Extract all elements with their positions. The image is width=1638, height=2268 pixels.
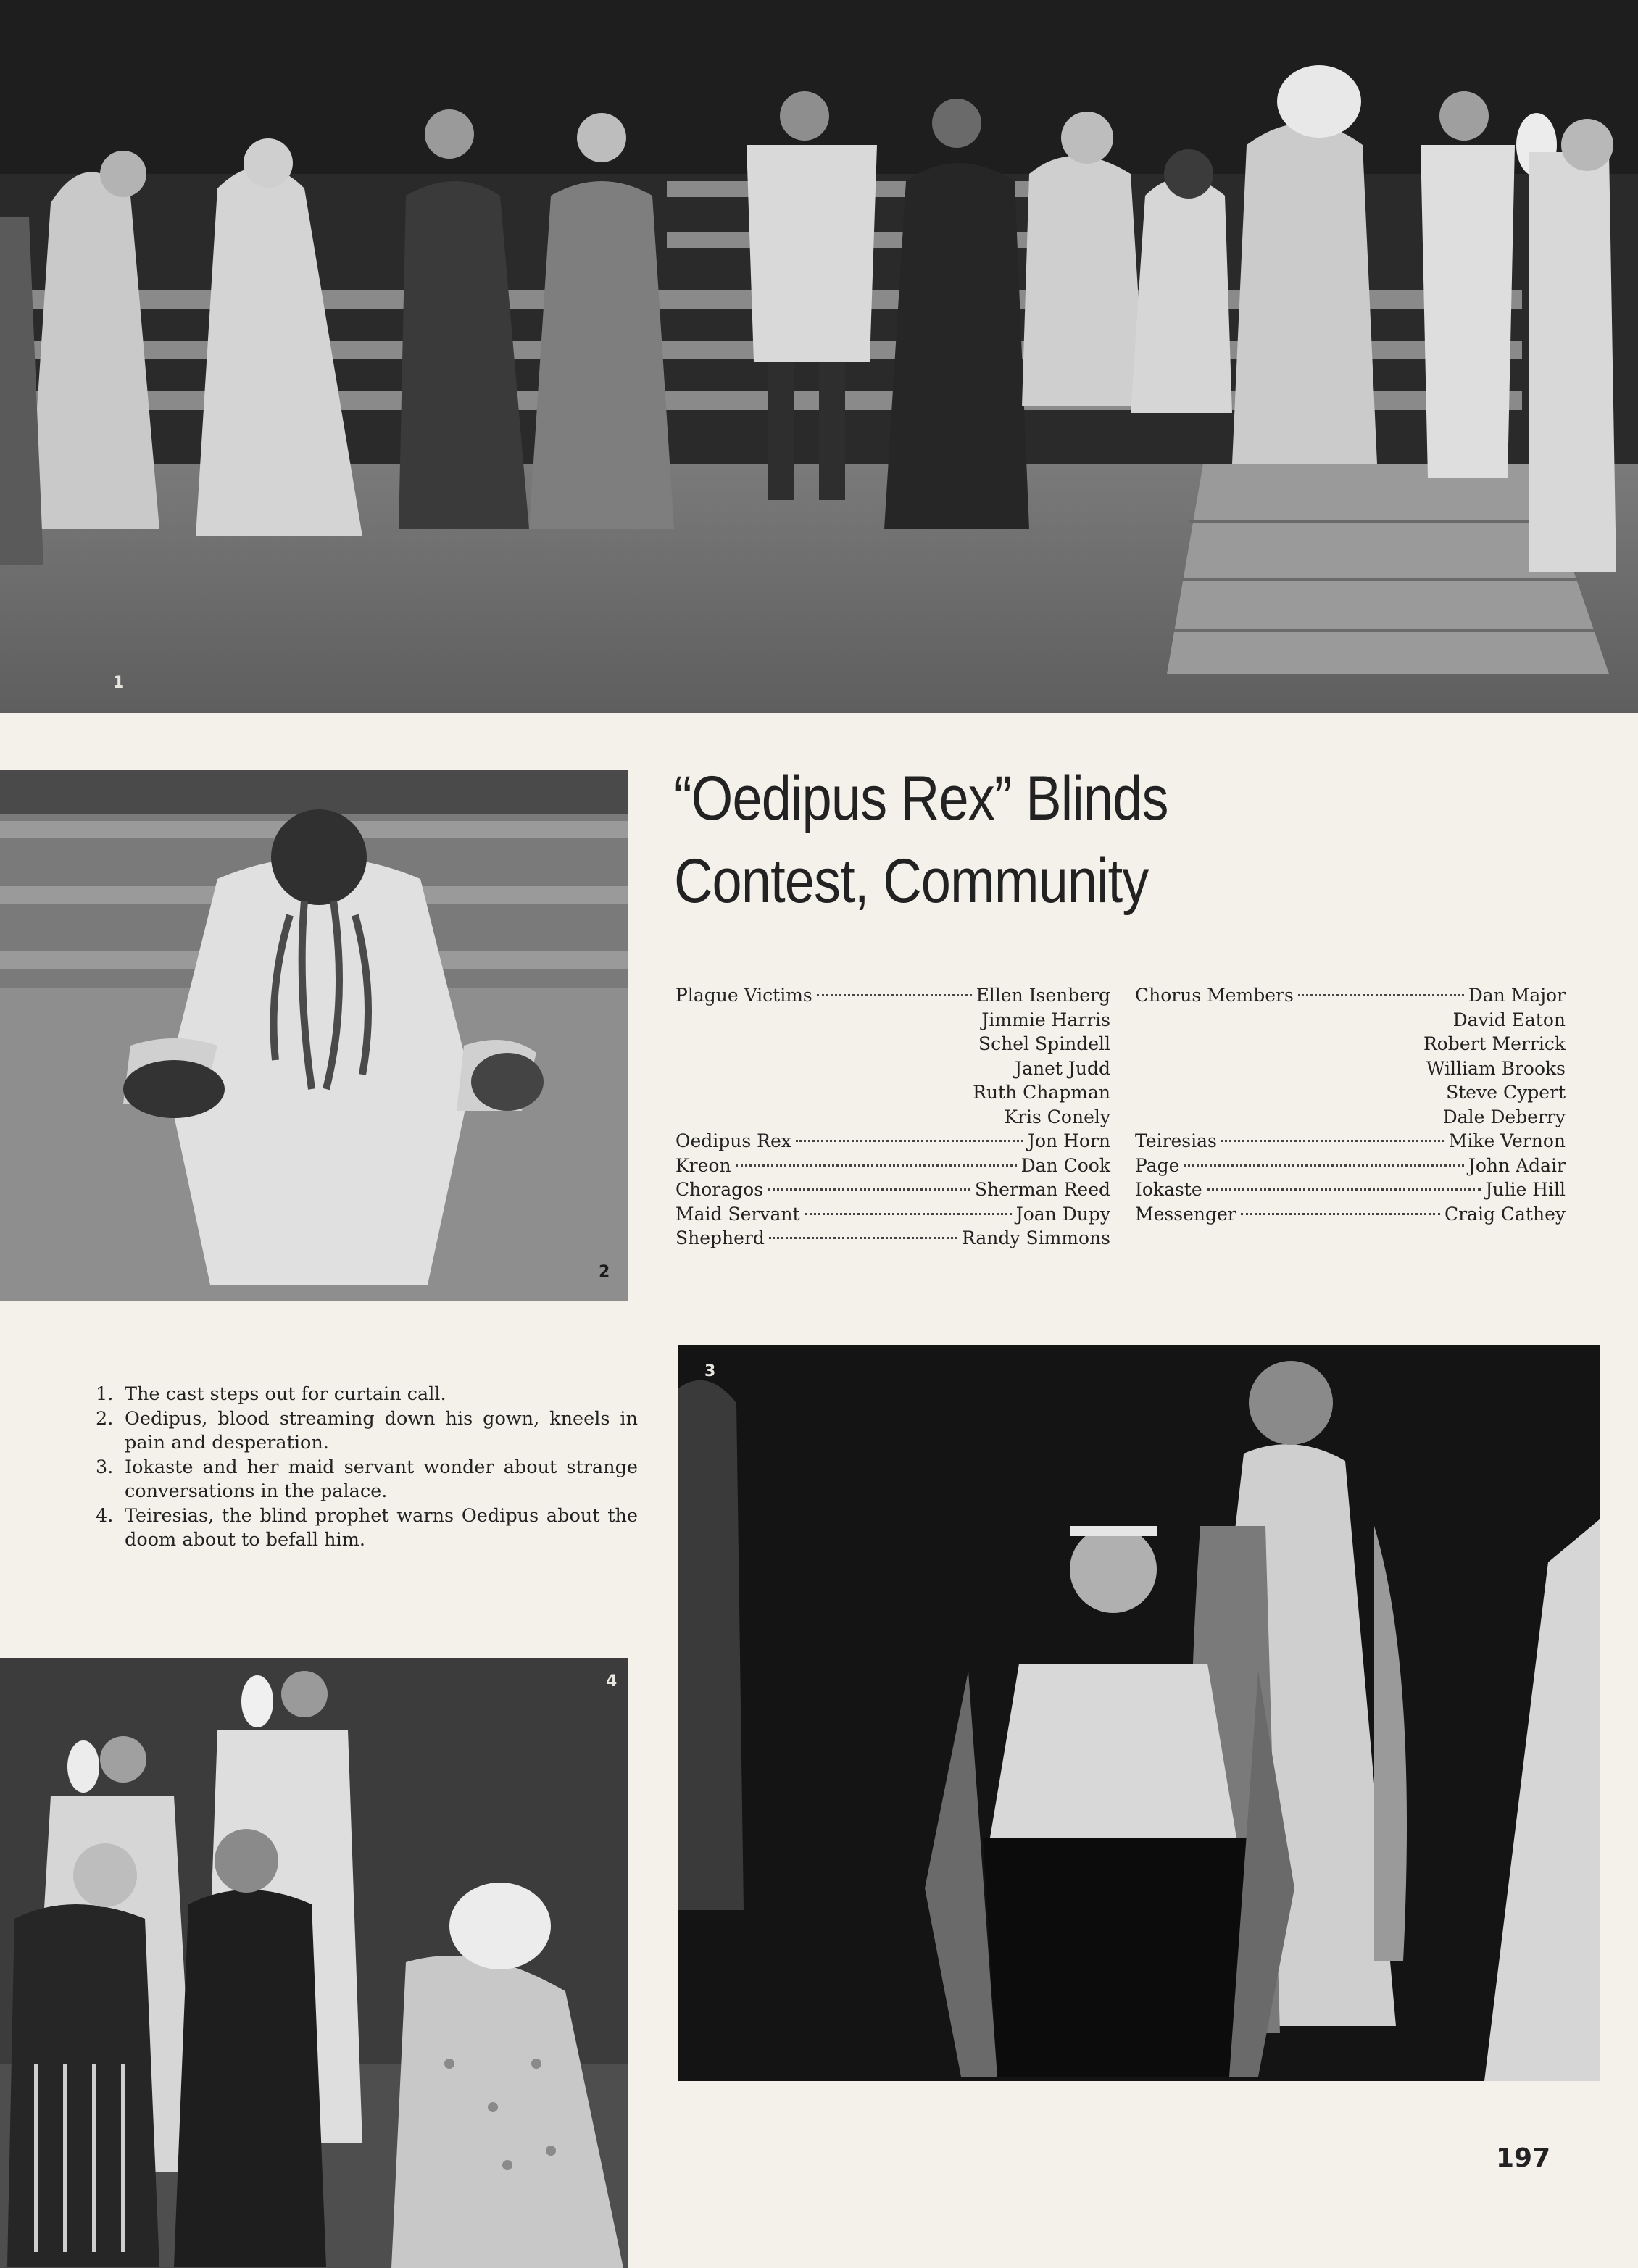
cast-row xyxy=(675,1032,1110,1056)
caption-item xyxy=(96,1407,638,1456)
photo-number-3: 3 xyxy=(704,1362,716,1380)
actor-name: Dan Major xyxy=(1468,985,1566,1006)
actor-name: Janet Judd xyxy=(1015,1057,1110,1079)
role-label: Messenger xyxy=(1135,1203,1236,1225)
actor-name: Ellen Isenberg xyxy=(976,985,1110,1006)
role-label: Oedipus Rex xyxy=(675,1130,791,1151)
cast-row xyxy=(675,1226,1110,1251)
cast-row xyxy=(1135,1154,1566,1178)
actor-name: Robert Merrick xyxy=(1423,1033,1566,1054)
curtain-call-image xyxy=(0,0,1638,713)
cast-row xyxy=(675,983,1110,1008)
caption-item xyxy=(96,1383,638,1407)
cast-row xyxy=(675,1056,1110,1081)
actor-name: David Eaton xyxy=(1452,1009,1566,1030)
actor-name: William Brooks xyxy=(1426,1057,1566,1079)
actor-name: Julie Hill xyxy=(1485,1179,1566,1200)
photo-captions xyxy=(96,1383,638,1553)
photo-iokaste-and-maid xyxy=(678,1345,1600,2081)
role-label: Shepherd xyxy=(675,1227,765,1248)
photo-curtain-call xyxy=(0,0,1638,713)
caption-item xyxy=(96,1504,638,1553)
role-label: Iokaste xyxy=(1135,1179,1202,1200)
caption-text: Teiresias, the blind prophet warns Oedipus about the doom about to befall him. xyxy=(125,1504,638,1551)
cast-row xyxy=(1135,1105,1566,1130)
page-number: 197 xyxy=(1496,2143,1551,2173)
caption-item xyxy=(96,1456,638,1504)
photo-number-2: 2 xyxy=(599,1263,610,1281)
cast-row xyxy=(1135,1080,1566,1105)
role-label: Maid Servant xyxy=(675,1203,800,1225)
teiresias-image xyxy=(0,1658,628,2268)
cast-row xyxy=(1135,1056,1566,1081)
cast-row xyxy=(675,1202,1110,1227)
actor-name: Craig Cathey xyxy=(1444,1203,1566,1225)
role-label: Teiresias xyxy=(1135,1130,1217,1151)
actor-name: Dale Deberry xyxy=(1442,1106,1566,1127)
role-label: Kreon xyxy=(675,1154,731,1176)
actor-name: Dan Cook xyxy=(1020,1154,1110,1176)
cast-row xyxy=(1135,1129,1566,1154)
actor-name: Kris Conely xyxy=(1004,1106,1110,1127)
cast-row xyxy=(675,1177,1110,1202)
photo-oedipus-kneeling xyxy=(0,770,628,1301)
actor-name: Mike Vernon xyxy=(1448,1130,1566,1151)
photo-number-1: 1 xyxy=(113,674,125,692)
actor-name: Joan Dupy xyxy=(1015,1203,1110,1225)
caption-text: The cast steps out for curtain call. xyxy=(125,1383,446,1405)
actor-name: Jon Horn xyxy=(1027,1130,1110,1151)
cast-row xyxy=(675,1154,1110,1178)
iokaste-image xyxy=(678,1345,1600,2081)
cast-row xyxy=(675,1105,1110,1130)
caption-number: 3. xyxy=(96,1456,114,1478)
cast-list-right xyxy=(1135,983,1566,1226)
photo-teiresias-warns-oedipus xyxy=(0,1658,628,2268)
cast-row xyxy=(1135,983,1566,1008)
photo-number-4: 4 xyxy=(606,1672,618,1690)
caption-number: 1. xyxy=(96,1383,114,1405)
cast-row xyxy=(1135,1008,1566,1033)
cast-row xyxy=(675,1080,1110,1105)
actor-name: Randy Simmons xyxy=(962,1227,1110,1248)
actor-name: Sherman Reed xyxy=(974,1179,1110,1200)
oedipus-image xyxy=(0,770,628,1301)
actor-name: Jimmie Harris xyxy=(981,1009,1110,1030)
caption-text: Iokaste and her maid servant wonder about strange conversations in the palace. xyxy=(125,1456,638,1502)
cast-list-left xyxy=(675,983,1110,1251)
actor-name: Steve Cypert xyxy=(1446,1082,1566,1103)
role-label: Choragos xyxy=(675,1179,764,1200)
cast-row xyxy=(1135,1032,1566,1056)
role-label: Page xyxy=(1135,1154,1180,1176)
cast-row xyxy=(675,1008,1110,1033)
title-line-2: Contest, Community xyxy=(674,846,1149,916)
actor-name: John Adair xyxy=(1468,1154,1566,1176)
role-label: Plague Victims xyxy=(675,985,812,1006)
cast-row xyxy=(675,1129,1110,1154)
actor-name: Ruth Chapman xyxy=(973,1082,1110,1103)
cast-row xyxy=(1135,1202,1566,1227)
page-title xyxy=(674,757,1460,922)
caption-number: 2. xyxy=(96,1407,114,1430)
caption-text: Oedipus, blood streaming down his gown, kneels in pain and desperation. xyxy=(125,1407,638,1454)
cast-row xyxy=(1135,1177,1566,1202)
title-line-1: “Oedipus Rex” Blinds xyxy=(674,764,1168,833)
role-label: Chorus Members xyxy=(1135,985,1294,1006)
actor-name: Schel Spindell xyxy=(978,1033,1110,1054)
caption-number: 4. xyxy=(96,1504,114,1527)
